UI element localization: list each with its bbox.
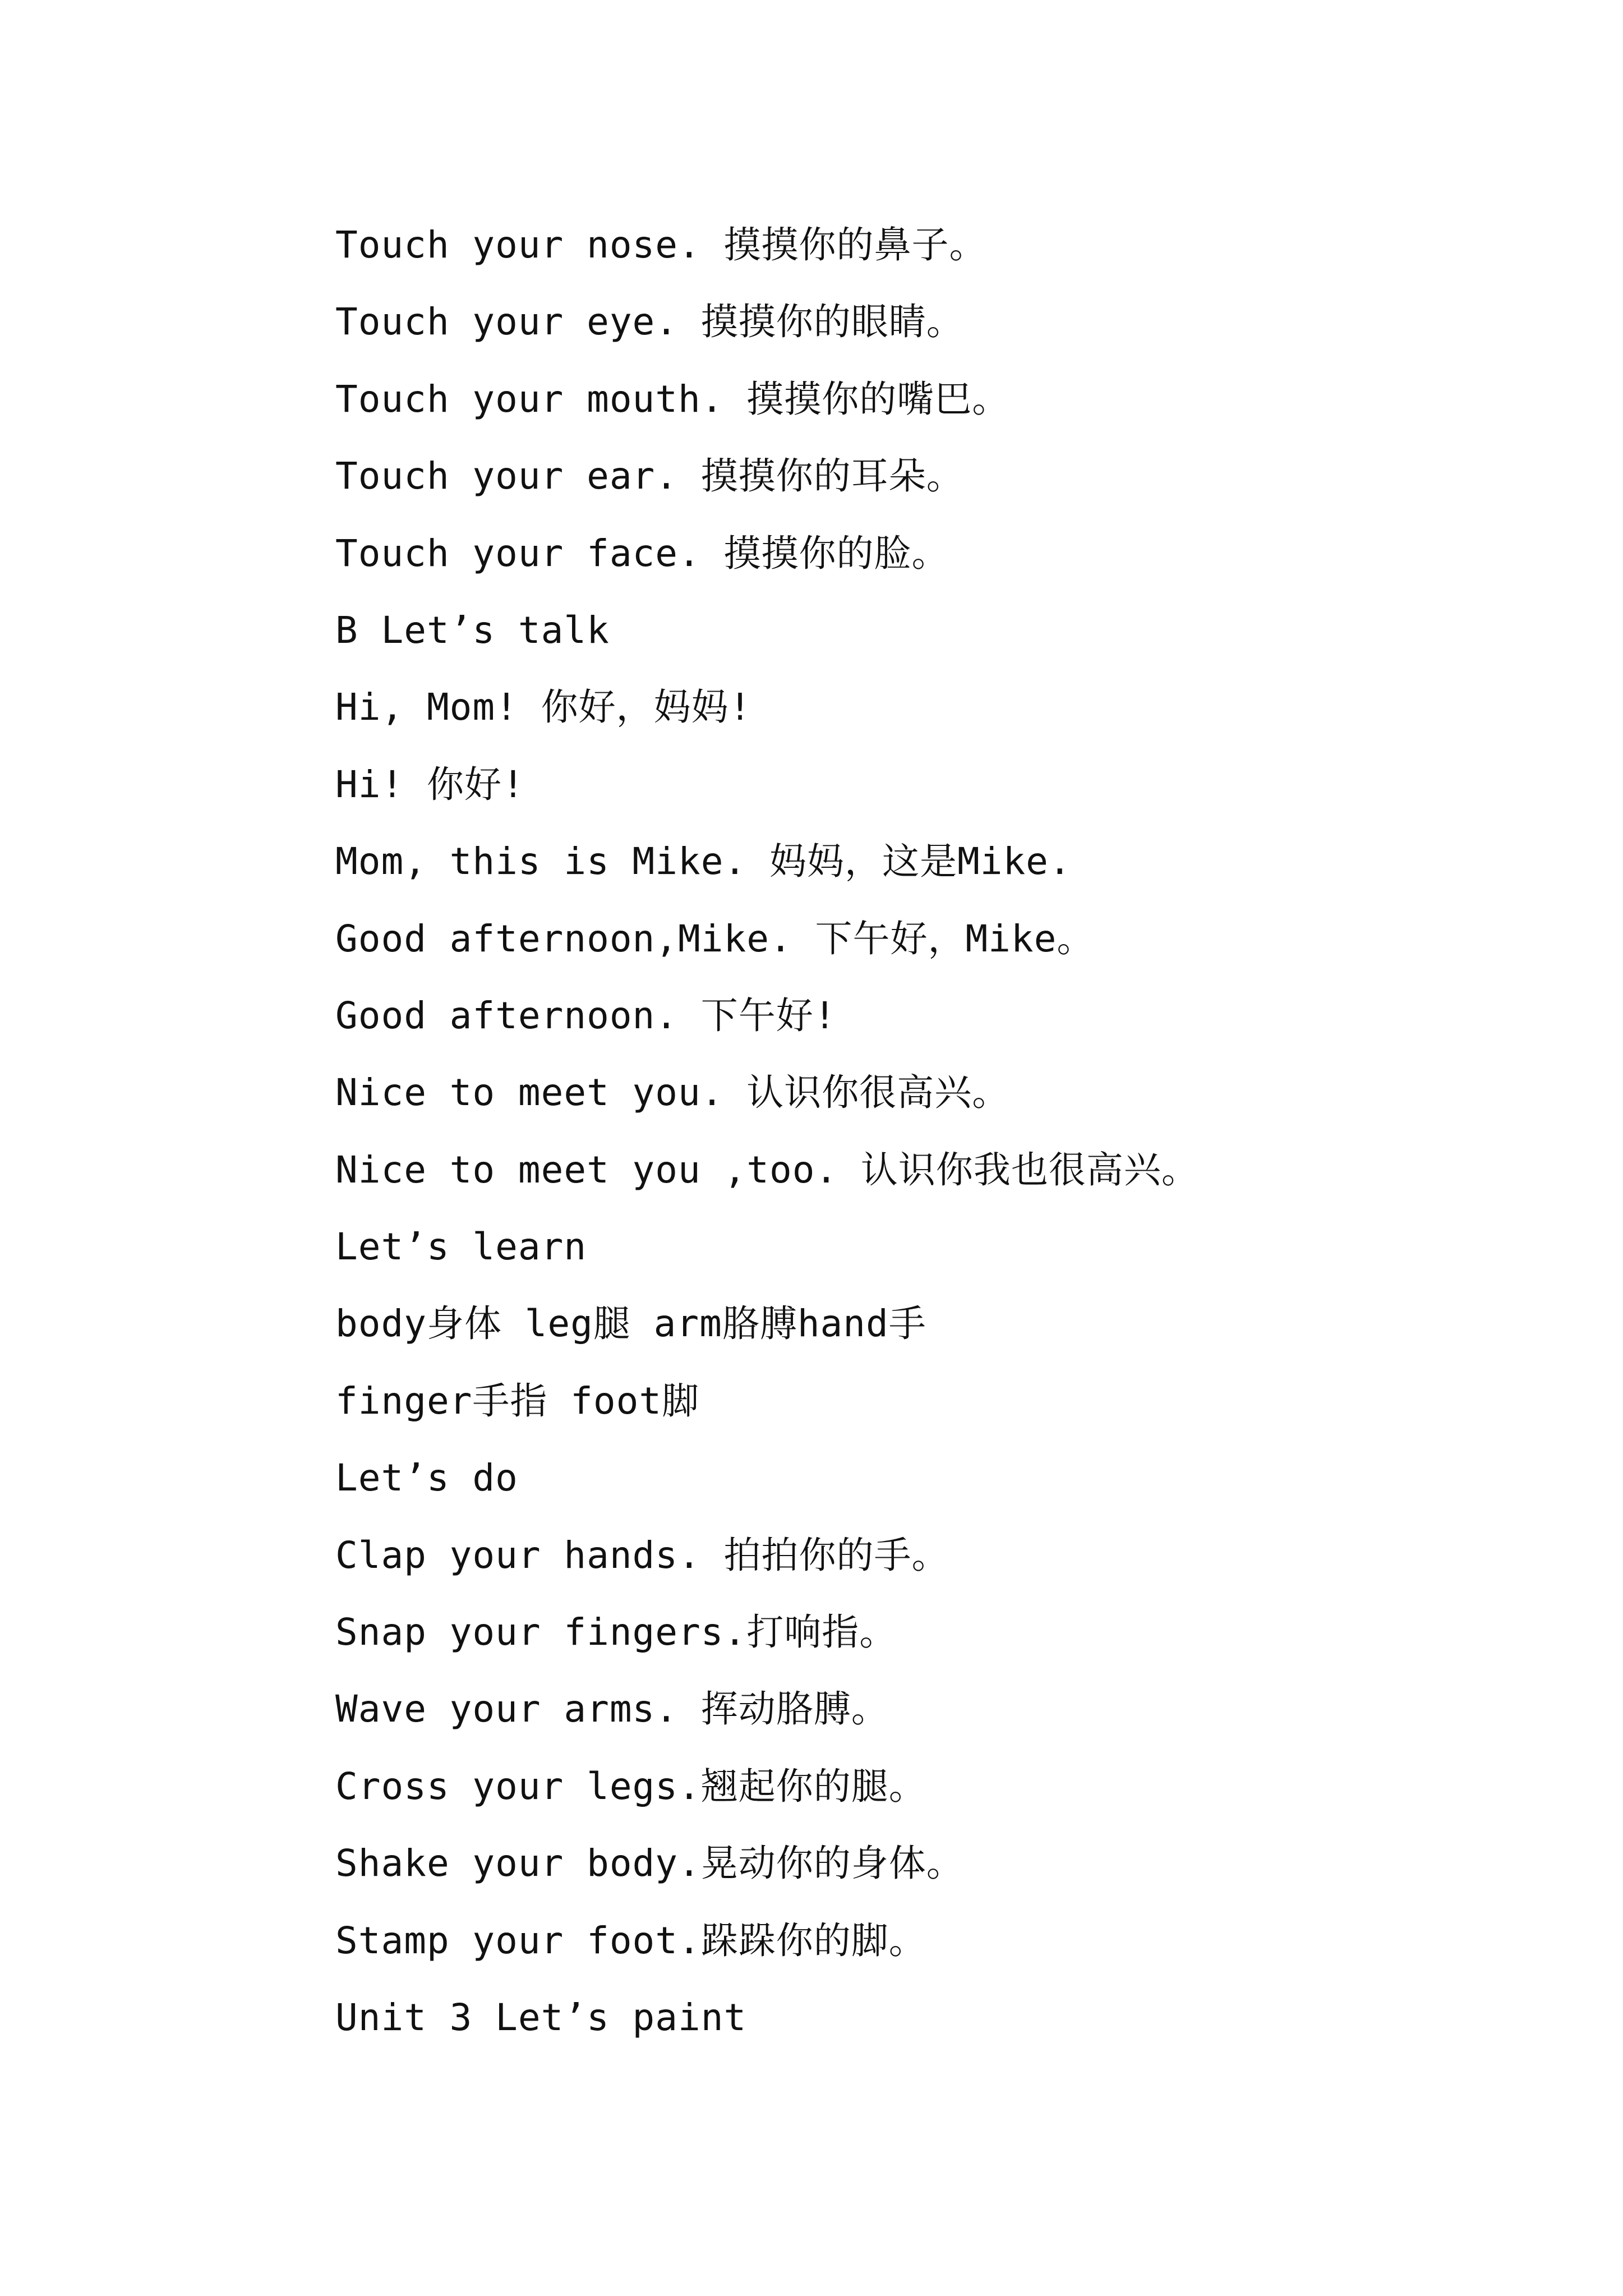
text-line: Nice to meet you ,too. 认识你我也很高兴。 [335,1148,1199,1191]
text-line: Touch your eye. 摸摸你的眼睛。 [335,300,964,344]
text-line: Cross your legs.翘起你的腿。 [335,1764,926,1808]
text-line: Clap your hands. 拍拍你的手。 [335,1533,949,1577]
section-heading: B Let’s talk [335,608,610,652]
text-line: Good afternoon,Mike. 下午好，Mike。 [335,917,1095,960]
text-line: Good afternoon. 下午好! [335,993,837,1037]
text-line: Touch your face. 摸摸你的脸。 [335,531,949,575]
text-line: Snap your fingers.打响指。 [335,1611,897,1654]
text-line: Touch your mouth. 摸摸你的嘴巴。 [335,377,1010,421]
text-line: Nice to meet you. 认识你很高兴。 [335,1071,1010,1115]
section-heading: Let’s do [335,1456,518,1500]
text-line: finger手指 foot脚 [335,1379,700,1423]
text-line: body身体 leg腿 arm胳膊hand手 [335,1302,926,1346]
text-line: Shake your body.晃动你的身体。 [335,1842,964,1885]
text-line: Wave your arms. 挥动胳膊。 [335,1687,889,1731]
text-line: Touch your ear. 摸摸你的耳朵。 [335,454,964,498]
text-line: Touch your nose. 摸摸你的鼻子。 [335,223,987,266]
text-line: Mom, this is Mike. 妈妈，这是Mike. [335,840,1072,884]
text-line: Hi! 你好! [335,762,525,806]
text-line: Stamp your foot.跺跺你的脚。 [335,1918,926,1962]
text-body [335,206,1513,2056]
text-line: Hi, Mom! 你好，妈妈! [335,685,752,729]
unit-heading: Unit 3 Let’s paint [335,1995,747,2039]
section-heading: Let’s learn [335,1225,587,1269]
